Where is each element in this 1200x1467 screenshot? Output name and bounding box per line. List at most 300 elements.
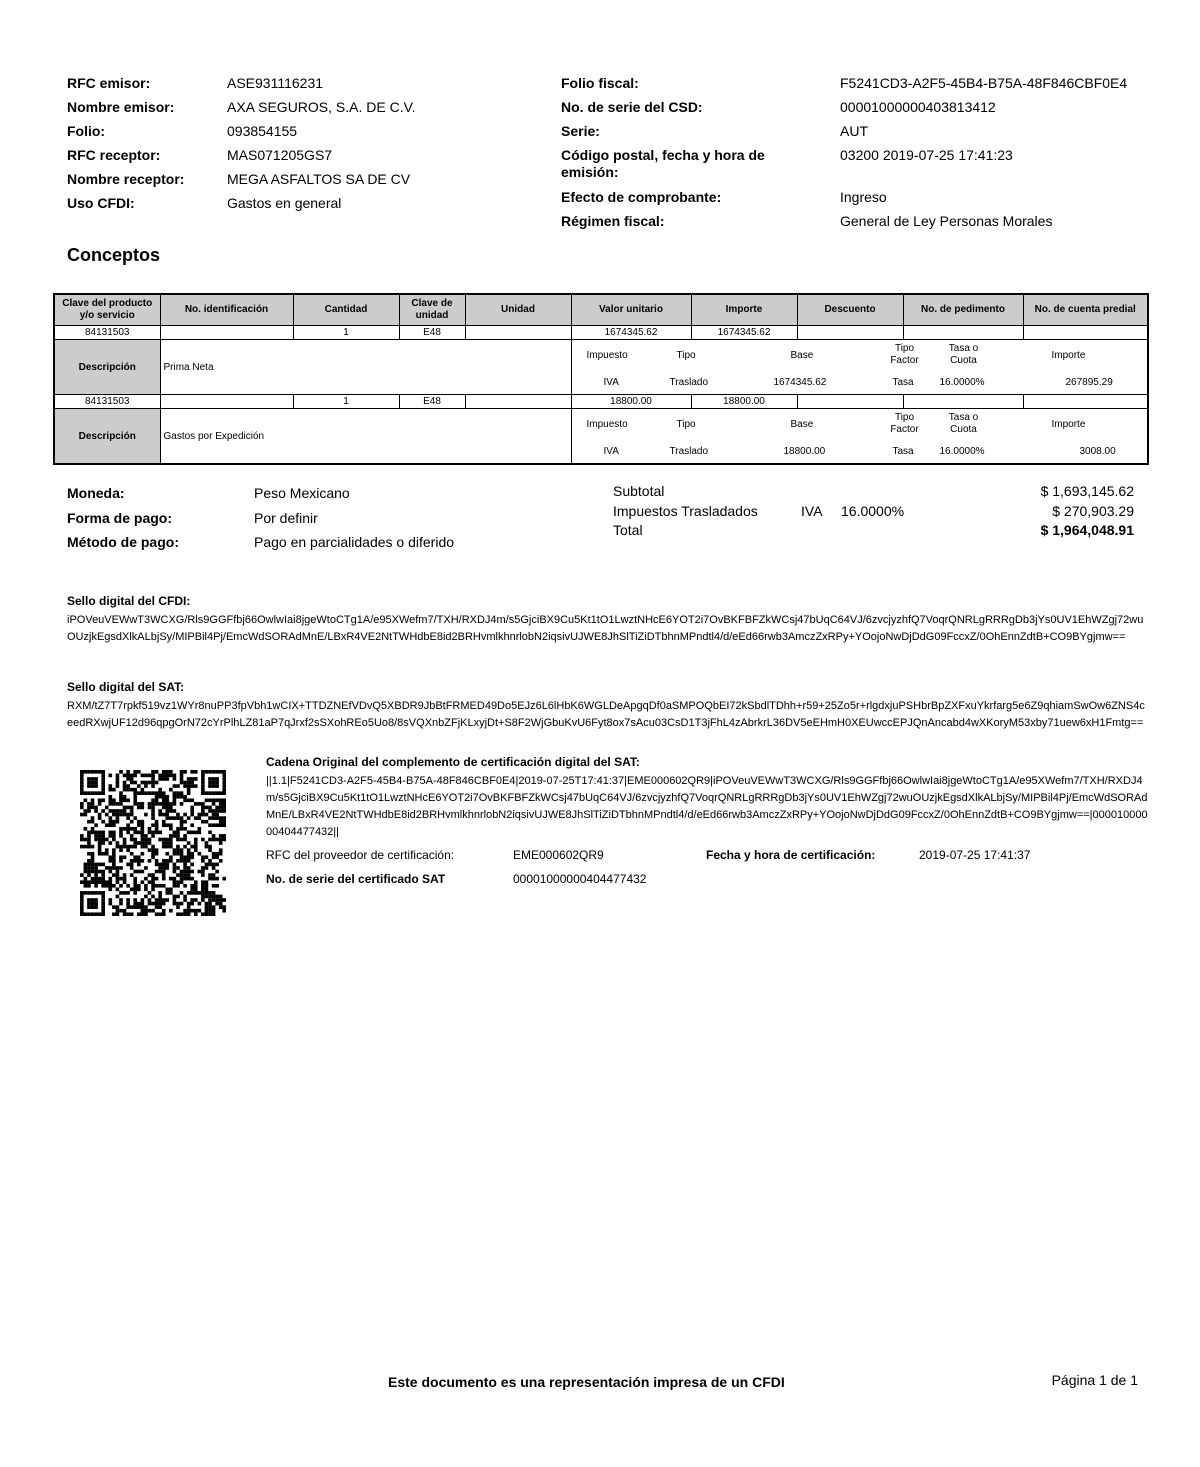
qr-module [91, 831, 95, 835]
qr-module [94, 902, 98, 906]
qr-module [190, 781, 194, 785]
qr-module [155, 905, 159, 909]
qr-module [144, 895, 148, 899]
qr-module [144, 912, 148, 916]
efecto-label: Efecto de comprobante: [561, 189, 722, 205]
qr-module [165, 845, 169, 849]
qr-module [208, 905, 212, 909]
qr-module [194, 880, 198, 884]
qr-module [165, 770, 169, 774]
total-value: $ 1,964,048.91 [1040, 522, 1134, 538]
cell-no-id [160, 326, 293, 340]
qr-module [151, 834, 155, 838]
qr-module [201, 880, 205, 884]
qr-module [165, 863, 169, 867]
qr-module [158, 891, 162, 895]
qr-module [84, 870, 88, 874]
qr-module [169, 809, 173, 813]
qr-module [219, 848, 223, 852]
qr-module [87, 859, 91, 863]
qr-module [116, 774, 120, 778]
qr-module [94, 809, 98, 813]
qr-module [187, 902, 191, 906]
qr-module [108, 902, 112, 906]
qr-module [176, 895, 180, 899]
qr-module [173, 877, 177, 881]
qr-module [187, 798, 191, 802]
qr-module [91, 855, 95, 859]
qr-module [205, 905, 209, 909]
qr-module [165, 891, 169, 895]
qr-module [190, 806, 194, 810]
qr-module [222, 838, 226, 842]
qr-module [144, 845, 148, 849]
qr-module [87, 898, 91, 902]
th-descuento: Descuento [797, 294, 903, 326]
qr-module [133, 888, 137, 892]
qr-module [212, 791, 216, 795]
cell-clave-unidad: E48 [399, 326, 465, 340]
qr-module [180, 912, 184, 916]
qr-module [94, 834, 98, 838]
qr-module [158, 802, 162, 806]
qr-module [91, 866, 95, 870]
qr-module [141, 781, 145, 785]
qr-module [169, 774, 173, 778]
qr-module [91, 898, 95, 902]
qr-module [187, 788, 191, 792]
qr-module [162, 902, 166, 906]
qr-module [190, 798, 194, 802]
tax-tasa: 16.0000% [939, 446, 985, 457]
qr-module [208, 909, 212, 913]
qr-module [208, 845, 212, 849]
qr-module [155, 863, 159, 867]
qr-module [101, 873, 105, 877]
qr-module [91, 827, 95, 831]
qr-module [176, 816, 180, 820]
tax-h-base: Base [790, 350, 814, 361]
qr-module [126, 902, 130, 906]
tax-base: 1674345.62 [773, 377, 827, 388]
qr-module [94, 777, 98, 781]
tax-h-importe: Importe [1051, 419, 1086, 430]
qr-module [222, 820, 226, 824]
qr-module [208, 806, 212, 810]
qr-module [176, 827, 180, 831]
qr-module [155, 781, 159, 785]
qr-module [101, 898, 105, 902]
qr-module [165, 777, 169, 781]
qr-module [219, 823, 223, 827]
qr-module [98, 880, 102, 884]
qr-module [112, 859, 116, 863]
qr-module [205, 845, 209, 849]
qr-module [133, 880, 137, 884]
qr-module [205, 895, 209, 899]
qr-module [130, 788, 134, 792]
th-cuenta-predial: No. de cuenta predial [1023, 294, 1148, 326]
qr-module [162, 859, 166, 863]
qr-module [208, 877, 212, 881]
qr-module [208, 902, 212, 906]
qr-module [119, 855, 123, 859]
qr-module [201, 802, 205, 806]
qr-module [176, 880, 180, 884]
qr-module [222, 823, 226, 827]
rfc-receptor-label: RFC receptor: [67, 147, 161, 163]
qr-module [98, 791, 102, 795]
qr-module [123, 795, 127, 799]
qr-module [176, 784, 180, 788]
qr-module [94, 870, 98, 874]
qr-module [91, 798, 95, 802]
qr-module [123, 806, 127, 810]
qr-module [94, 838, 98, 842]
qr-module [137, 831, 141, 835]
qr-module [108, 888, 112, 892]
qr-module [162, 863, 166, 867]
qr-module [144, 841, 148, 845]
qr-module [215, 902, 219, 906]
tax-h-tasa: Tasa o Cuota [948, 412, 979, 435]
qr-module [141, 788, 145, 792]
qr-module [116, 909, 120, 913]
qr-module [123, 781, 127, 785]
qr-module [144, 905, 148, 909]
qr-module [84, 838, 88, 842]
qr-module [215, 798, 219, 802]
qr-module [112, 823, 116, 827]
qr-module [137, 905, 141, 909]
qr-module [116, 880, 120, 884]
qr-module [215, 816, 219, 820]
qr-module [101, 841, 105, 845]
qr-module [130, 774, 134, 778]
impuestos-label: Impuestos Trasladados [613, 503, 758, 519]
qr-module [212, 884, 216, 888]
qr-module [130, 905, 134, 909]
serie-csd-value: 00001000000403813412 [840, 99, 996, 115]
qr-module [141, 838, 145, 842]
qr-module [137, 888, 141, 892]
qr-module [151, 845, 155, 849]
qr-module [165, 841, 169, 845]
qr-module [219, 820, 223, 824]
qr-module [169, 855, 173, 859]
qr-module [141, 898, 145, 902]
qr-module [126, 774, 130, 778]
qr-module [169, 788, 173, 792]
description-row [54, 409, 1148, 465]
qr-module [194, 898, 198, 902]
qr-module [101, 877, 105, 881]
tax-impuesto: IVA [603, 446, 619, 457]
qr-module [101, 770, 105, 774]
qr-module [212, 891, 216, 895]
qr-module [201, 912, 205, 916]
qr-module [155, 791, 159, 795]
rfc-proveedor-value: EME000602QR9 [513, 848, 604, 862]
qr-module [119, 866, 123, 870]
qr-module [151, 784, 155, 788]
qr-module [212, 877, 216, 881]
qr-module [144, 838, 148, 842]
qr-module [155, 898, 159, 902]
qr-module [165, 798, 169, 802]
qr-module [94, 898, 98, 902]
descripcion-label: Descripción [54, 340, 160, 395]
qr-module [91, 777, 95, 781]
tax-factor: Tasa [892, 377, 914, 388]
qr-module [212, 873, 216, 877]
qr-module [198, 852, 202, 856]
qr-module [130, 820, 134, 824]
qr-module [133, 902, 137, 906]
qr-module [94, 877, 98, 881]
qr-module [119, 877, 123, 881]
qr-module [215, 806, 219, 810]
qr-module [112, 905, 116, 909]
qr-module [162, 912, 166, 916]
qr-module [190, 852, 194, 856]
qr-module [98, 877, 102, 881]
qr-module [155, 848, 159, 852]
qr-module [101, 791, 105, 795]
qr-module [215, 863, 219, 867]
qr-module [180, 859, 184, 863]
qr-module [119, 791, 123, 795]
qr-module [133, 845, 137, 849]
th-valor-unitario: Valor unitario [571, 294, 691, 326]
header-fiscal-block [561, 75, 1151, 235]
qr-module [137, 841, 141, 845]
qr-module [116, 912, 120, 916]
uso-cfdi-value: Gastos en general [227, 195, 342, 211]
qr-module [101, 784, 105, 788]
qr-module [144, 866, 148, 870]
qr-module [87, 845, 91, 849]
qr-module [112, 838, 116, 842]
qr-module [144, 784, 148, 788]
qr-module [112, 884, 116, 888]
qr-module [112, 831, 116, 835]
qr-module [194, 909, 198, 913]
qr-module [105, 838, 109, 842]
cell-pedimento [903, 395, 1023, 409]
qr-module [94, 880, 98, 884]
qr-module [201, 866, 205, 870]
qr-module [208, 784, 212, 788]
qr-module [126, 827, 130, 831]
qr-module [80, 770, 84, 774]
qr-module [165, 898, 169, 902]
qr-module [137, 770, 141, 774]
qr-module [112, 912, 116, 916]
tax-detail [571, 409, 1148, 465]
qr-module [101, 781, 105, 785]
qr-module [80, 838, 84, 842]
cell-pedimento [903, 326, 1023, 340]
conceptos-title: Conceptos [67, 245, 161, 265]
qr-module [183, 813, 187, 817]
cell-importe: 1674345.62 [691, 326, 797, 340]
qr-module [215, 895, 219, 899]
qr-module [201, 791, 205, 795]
qr-module [98, 912, 102, 916]
qr-module [212, 813, 216, 817]
folio-fiscal-value: F5241CD3-A2F5-45B4-B75A-48F846CBF0E4 [840, 75, 1128, 91]
qr-module [141, 852, 145, 856]
serie-cert-value: 00001000000404477432 [513, 872, 647, 886]
qr-module [176, 866, 180, 870]
qr-module [101, 902, 105, 906]
qr-module [98, 816, 102, 820]
qr-module [169, 891, 173, 895]
qr-module [176, 852, 180, 856]
qr-module [187, 909, 191, 913]
qr-module [215, 898, 219, 902]
qr-module [112, 813, 116, 817]
qr-module [101, 798, 105, 802]
regimen-label: Régimen fiscal: [561, 213, 665, 229]
qr-module [148, 859, 152, 863]
cell-clave: 84131503 [54, 395, 160, 409]
tax-tipo: Traslado [669, 446, 709, 457]
qr-module [183, 855, 187, 859]
qr-module [84, 845, 88, 849]
qr-module [148, 880, 152, 884]
qr-module [180, 838, 184, 842]
qr-module [183, 784, 187, 788]
qr-module [208, 838, 212, 842]
qr-module [87, 905, 91, 909]
qr-module [183, 798, 187, 802]
qr-module [180, 827, 184, 831]
qr-module [208, 798, 212, 802]
qr-module [219, 905, 223, 909]
footer-text: Este documento es una representación impresa de un CFDI [388, 1374, 785, 1390]
qr-module [176, 831, 180, 835]
qr-module [169, 838, 173, 842]
qr-module [169, 845, 173, 849]
qr-module [87, 831, 91, 835]
qr-module [190, 777, 194, 781]
qr-module [183, 898, 187, 902]
qr-module [183, 781, 187, 785]
qr-module [87, 784, 91, 788]
qr-module [133, 891, 137, 895]
qr-module [183, 827, 187, 831]
qr-module [87, 863, 91, 867]
qr-module [212, 895, 216, 899]
cell-unidad [465, 326, 571, 340]
cell-clave-unidad: E48 [399, 395, 465, 409]
qr-module [190, 891, 194, 895]
qr-module [222, 784, 226, 788]
qr-module [158, 777, 162, 781]
qr-module [119, 827, 123, 831]
qr-module [155, 795, 159, 799]
qr-module [190, 784, 194, 788]
qr-module [180, 880, 184, 884]
qr-module [148, 909, 152, 913]
qr-module [187, 859, 191, 863]
qr-module [180, 870, 184, 874]
impuestos-value: $ 270,903.29 [1052, 503, 1134, 519]
qr-module [141, 880, 145, 884]
qr-module [144, 877, 148, 881]
qr-module [187, 912, 191, 916]
qr-module [141, 912, 145, 916]
qr-module [201, 813, 205, 817]
qr-module [212, 777, 216, 781]
qr-module [123, 841, 127, 845]
qr-module [183, 820, 187, 824]
qr-module [123, 788, 127, 792]
qr-module [94, 905, 98, 909]
qr-module [105, 866, 109, 870]
qr-module [208, 863, 212, 867]
qr-module [155, 798, 159, 802]
qr-module [148, 774, 152, 778]
descripcion-label: Descripción [54, 409, 160, 465]
qr-module [80, 895, 84, 899]
qr-module [101, 863, 105, 867]
qr-module [180, 820, 184, 824]
qr-module [190, 813, 194, 817]
qr-module [84, 798, 88, 802]
qr-module [123, 838, 127, 842]
qr-module [119, 834, 123, 838]
uso-cfdi-label: Uso CFDI: [67, 195, 135, 211]
qr-module [126, 891, 130, 895]
qr-module [126, 813, 130, 817]
qr-module [112, 809, 116, 813]
qr-module [180, 802, 184, 806]
qr-module [116, 870, 120, 874]
qr-module [212, 909, 216, 913]
qr-module [133, 884, 137, 888]
qr-module [190, 870, 194, 874]
qr-module [183, 909, 187, 913]
qr-module [133, 774, 137, 778]
qr-module [169, 802, 173, 806]
qr-module [137, 784, 141, 788]
qr-module [112, 788, 116, 792]
qr-module [194, 884, 198, 888]
qr-module [105, 848, 109, 852]
qr-module [126, 848, 130, 852]
qr-module [155, 902, 159, 906]
qr-module [94, 863, 98, 867]
qr-module [80, 802, 84, 806]
qr-module [180, 852, 184, 856]
qr-module [215, 852, 219, 856]
qr-module [162, 777, 166, 781]
qr-module [180, 891, 184, 895]
qr-module [173, 870, 177, 874]
qr-module [112, 855, 116, 859]
qr-module [158, 905, 162, 909]
qr-module [194, 777, 198, 781]
qr-module [208, 770, 212, 774]
qr-module [169, 770, 173, 774]
qr-module [84, 866, 88, 870]
qr-module [180, 770, 184, 774]
qr-module [101, 820, 105, 824]
qr-module [133, 877, 137, 881]
